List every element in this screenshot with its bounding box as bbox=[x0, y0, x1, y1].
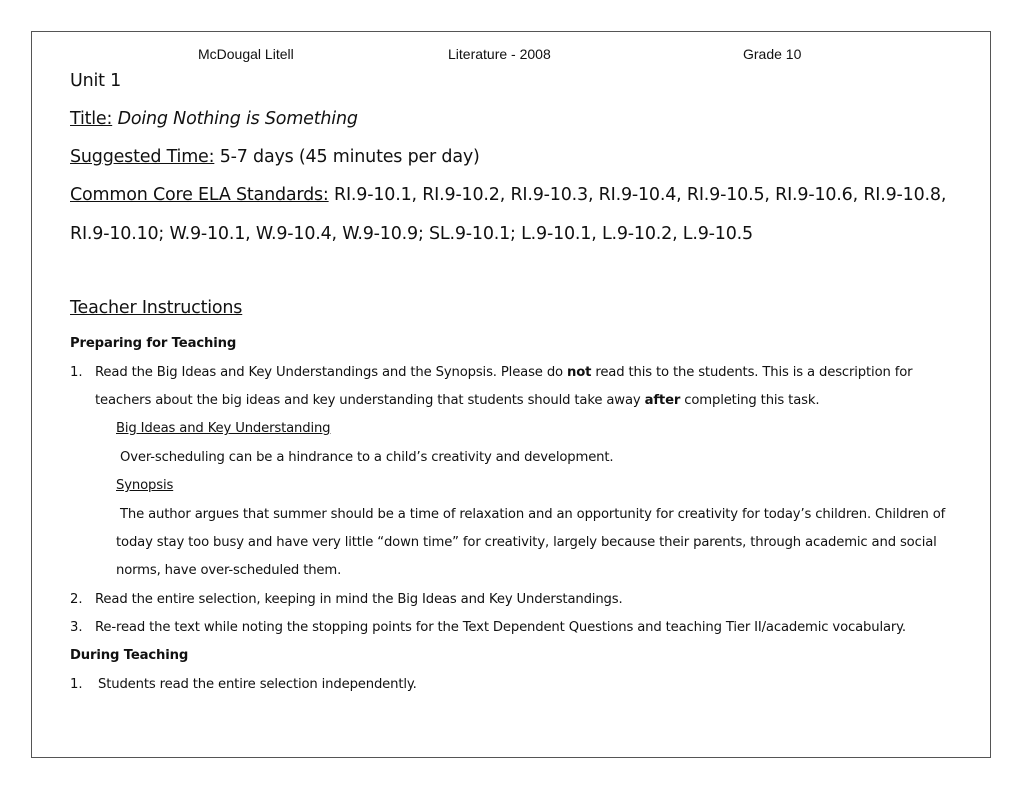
prep-item-1-text-d: completing this task. bbox=[680, 393, 820, 408]
prep-item-2-number: 2. bbox=[70, 592, 83, 607]
during-item-1-number: 1. bbox=[70, 677, 83, 692]
standards-label: Common Core ELA Standards: bbox=[70, 185, 329, 205]
prep-item-1-line-2 bbox=[95, 393, 819, 409]
suggested-time-label: Suggested Time: bbox=[70, 147, 215, 167]
synopsis-line-1: The author argues that summer should be a time of relaxation and an opportunity for creativity for today’s children. Children of bbox=[120, 507, 946, 522]
synopsis-line-3: norms, have over-scheduled them. bbox=[116, 563, 342, 578]
prep-item-1-bold-not: not bbox=[567, 365, 592, 380]
title-value: Doing Nothing is Something bbox=[117, 109, 358, 129]
prep-item-1-text-c: teachers about the big ideas and key understanding that students should take away bbox=[95, 393, 645, 408]
title-label: Title: bbox=[70, 109, 113, 129]
standards-list-1: RI.9-10.1, RI.9-10.2, RI.9-10.3, RI.9-10.4, RI.9-10.5, RI.9-10.6, RI.9-10.8, bbox=[334, 185, 947, 205]
prep-item-1-text-b: read this to the students. This is a description for bbox=[591, 365, 913, 380]
prep-item-1-text-a: Read the Big Ideas and Key Understandings and the Synopsis. Please do bbox=[95, 365, 567, 380]
standards-line-1 bbox=[70, 185, 946, 206]
prep-item-2-text: Read the entire selection, keeping in mind the Big Ideas and Key Understandings. bbox=[95, 592, 623, 607]
prep-item-1-line-1 bbox=[95, 365, 912, 381]
prep-item-1-number: 1. bbox=[70, 365, 83, 380]
prep-item-3-number: 3. bbox=[70, 620, 83, 635]
suggested-time-line bbox=[70, 147, 480, 168]
prep-item-1-bold-after: after bbox=[644, 393, 681, 408]
synopsis-heading: Synopsis bbox=[116, 478, 174, 493]
header-grade: Grade 10 bbox=[743, 46, 802, 62]
preparing-heading: Preparing for Teaching bbox=[70, 336, 237, 351]
teacher-instructions-heading: Teacher Instructions bbox=[70, 298, 243, 318]
prep-item-3-text: Re-read the text while noting the stopping points for the Text Dependent Questions and teaching Tier II/academic vocabulary. bbox=[95, 620, 906, 635]
during-heading: During Teaching bbox=[70, 648, 189, 663]
during-item-1-text: Students read the entire selection independently. bbox=[98, 677, 417, 692]
header-publisher: McDougal Litell bbox=[198, 46, 294, 62]
title-line bbox=[70, 109, 358, 130]
standards-list-2: RI.9-10.10; W.9-10.1, W.9-10.4, W.9-10.9; SL.9-10.1; L.9-10.1, L.9-10.2, L.9-10.5 bbox=[70, 224, 753, 244]
header-course: Literature - 2008 bbox=[448, 46, 551, 62]
big-ideas-heading: Big Ideas and Key Understanding bbox=[116, 421, 331, 436]
synopsis-line-2: today stay too busy and have very little “down time” for creativity, largely because their parents, through academic and social bbox=[116, 535, 937, 550]
big-ideas-text: Over-scheduling can be a hindrance to a child’s creativity and development. bbox=[120, 450, 614, 465]
unit-label: Unit 1 bbox=[70, 71, 122, 91]
suggested-time-value: 5-7 days (45 minutes per day) bbox=[219, 147, 480, 167]
